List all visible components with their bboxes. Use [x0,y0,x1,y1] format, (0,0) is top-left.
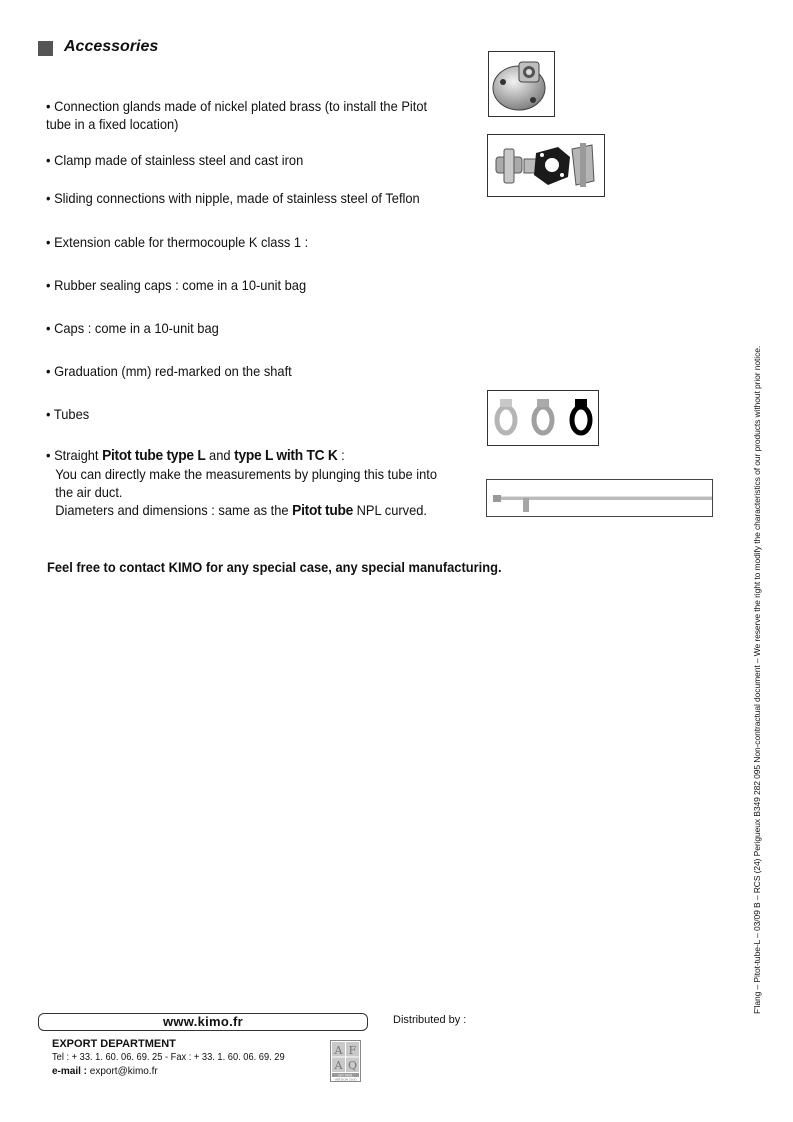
afaq-logo-image [330,1040,361,1082]
section-marker [38,41,53,56]
keyword-pitot-tube: Pitot tube [292,502,354,519]
bullet: • [46,363,51,379]
tubes-photo [487,390,599,446]
straight-tube-image [487,480,712,516]
svg-text:ISO 9001: ISO 9001 [338,1073,353,1078]
svg-text:A: A [334,1059,343,1072]
item-text: Caps : come in a 10-unit bag [54,320,219,336]
svg-text:F: F [348,1044,357,1057]
bullet: • [46,406,51,422]
contact-note: Feel free to contact KIMO for any special case, any special manufacturing. [47,559,502,575]
email-label: e-mail : [52,1066,88,1077]
side-disclaimer: F'lang – Pitot-tube-L – 03/09 B – RCS (24) Perigueux B349 282 095 Non-contractual document – We reserve the right to modify the characteristics of our products without prior notice. [752,345,762,1014]
item-text: and [209,447,231,463]
bullet: • [46,447,51,463]
clamp-photo [487,134,605,197]
list-item-clamp [46,151,432,169]
item-text: NPL curved. [356,502,428,518]
svg-text:Q: Q [347,1059,358,1072]
item-text: Clamp made of stainless steel and cast iron [54,152,304,168]
item-text: Diameters and dimensions : same as the [55,502,289,518]
distributed-by-label: Distributed by : [393,1014,467,1026]
straight-dimensions [46,501,442,520]
bullet: • [46,277,51,293]
item-text: Straight [54,447,99,463]
website-link[interactable]: www.kimo.fr [38,1013,368,1031]
list-item-rubber [46,276,432,294]
list-item-graduation [46,362,432,380]
straight-tube-photo [486,479,713,517]
bullet: • [46,190,51,206]
export-department: EXPORT DEPARTMENT [52,1038,176,1050]
svg-text:A: A [334,1044,343,1057]
afaq-logo [330,1040,361,1082]
keyword-pitot-type-l: Pitot tube type L [102,447,206,464]
list-item-glands [46,97,432,133]
list-item-tubes [46,405,432,423]
list-item-cable [46,233,432,251]
list-item-straight [46,446,442,520]
section-title: Accessories [64,38,159,55]
list-item-caps [46,319,432,337]
gland-photo [488,51,555,117]
list-item-sliding [46,189,432,207]
item-text: Rubber sealing caps : come in a 10-unit bag [54,277,307,293]
straight-description: You can directly make the measurements by plunging this tube into the air duct. [55,466,438,500]
clamp-image [488,135,604,196]
phone-fax: Tel : + 33. 1. 60. 06. 69. 25 - Fax : + 33. 1. 60. 06. 69. 29 [52,1052,285,1063]
email-line [52,1066,158,1077]
email-link[interactable]: export@kimo.fr [89,1066,158,1077]
item-text: Extension cable for thermocouple K class 1 : [54,234,309,250]
item-text: Graduation (mm) red-marked on the shaft [54,363,292,379]
tubes-image [488,391,598,445]
bullet: • [46,320,51,336]
svg-text:VERSION 2000: VERSION 2000 [334,1077,357,1082]
item-text: Connection glands made of nickel plated brass (to install the Pitot tube in a fixed location) [46,98,428,132]
item-text: Tubes [53,406,90,422]
item-text: : [341,447,345,463]
bullet: • [46,234,51,250]
bullet: • [46,152,51,168]
keyword-type-l-tc-k: type L with TC K [234,447,338,464]
gland-image [489,52,554,116]
item-text: Sliding connections with nipple, made of stainless steel of Teflon [54,190,420,206]
bullet: • [46,98,51,114]
